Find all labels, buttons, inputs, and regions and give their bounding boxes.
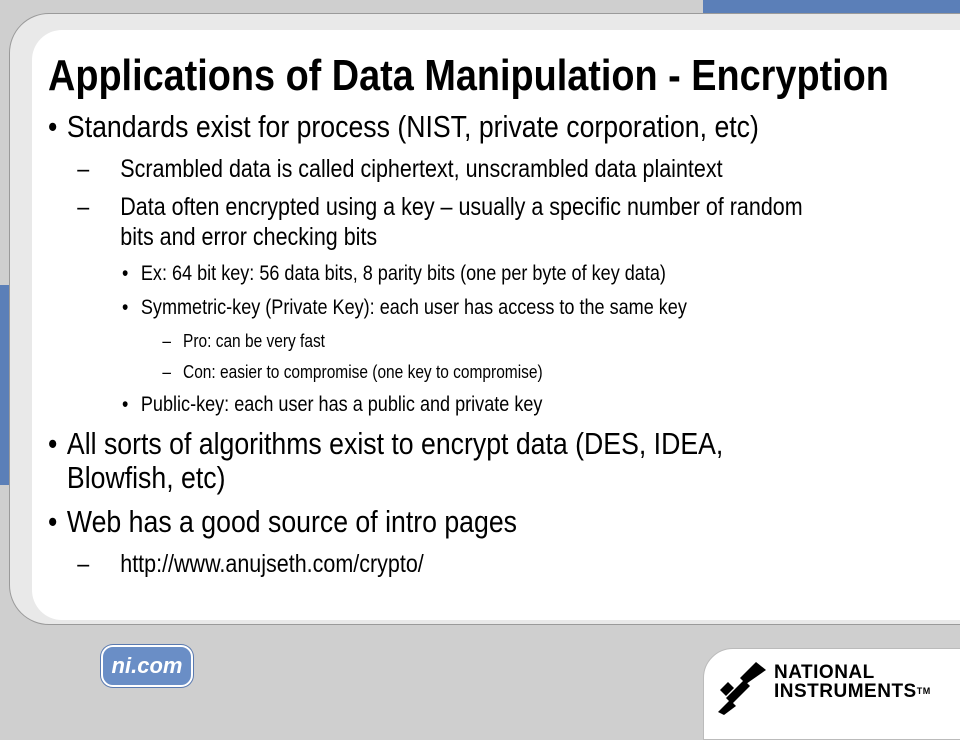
bullet-text: All sorts of algorithms exist to encrypt data (DES, IDEA, Blowfish, etc) bbox=[66, 426, 724, 495]
bullet-marker: – bbox=[162, 362, 171, 382]
bullet-text: Web has a good source of intro pages bbox=[66, 504, 517, 539]
bullet-list bbox=[48, 110, 826, 579]
bullet-marker: • bbox=[48, 426, 58, 461]
bullet-level-3 bbox=[122, 262, 826, 286]
company-logo-text bbox=[774, 663, 931, 701]
bullet-text: Scrambled data is called ciphertext, unscrambled data plaintext bbox=[120, 155, 723, 183]
national-instruments-logo-icon bbox=[716, 660, 768, 715]
bullet-level-2 bbox=[77, 192, 826, 252]
bullet-level-1 bbox=[48, 110, 826, 144]
bullet-marker: – bbox=[162, 331, 171, 351]
bullet-level-4 bbox=[162, 361, 826, 383]
nicom-badge[interactable]: ni.com bbox=[101, 645, 193, 687]
bullet-level-3 bbox=[122, 296, 826, 320]
bullet-level-1 bbox=[48, 427, 826, 495]
bullet-level-3 bbox=[122, 393, 826, 417]
logo-line-national: NATIONAL bbox=[774, 662, 875, 683]
slide-title: Applications of Data Manipulation - Encryption bbox=[48, 51, 889, 100]
bullet-text: Pro: can be very fast bbox=[183, 331, 325, 351]
bullet-marker: • bbox=[121, 393, 129, 416]
bullet-text: Con: easier to compromise (one key to compromise) bbox=[183, 362, 543, 382]
bullet-text: Standards exist for process (NIST, private corporation, etc) bbox=[66, 109, 759, 144]
bullet-marker: • bbox=[121, 296, 129, 319]
bullet-level-4 bbox=[162, 330, 826, 352]
bullet-marker: – bbox=[77, 155, 90, 183]
bullet-marker: – bbox=[77, 550, 90, 578]
bullet-text: Ex: 64 bit key: 56 data bits, 8 parity bits (one per byte of key data) bbox=[140, 262, 666, 285]
slide-content bbox=[48, 50, 889, 587]
bullet-text: Public-key: each user has a public and private key bbox=[140, 393, 543, 416]
bullet-text: Data often encrypted using a key – usually a specific number of random bits and error checking bits bbox=[120, 193, 803, 251]
bullet-text: Symmetric-key (Private Key): each user has access to the same key bbox=[140, 296, 687, 319]
trademark-mark: TM bbox=[916, 686, 931, 696]
bullet-marker: • bbox=[121, 262, 129, 285]
logo-line-instruments: INSTRUMENTS bbox=[774, 681, 917, 702]
bullet-level-1 bbox=[48, 505, 826, 539]
bullet-level-2 bbox=[77, 154, 826, 184]
bullet-text: http://www.anujseth.com/crypto/ bbox=[120, 550, 424, 578]
bullet-marker: • bbox=[48, 504, 58, 539]
bullet-marker: – bbox=[77, 193, 90, 221]
bullet-marker: • bbox=[48, 109, 58, 144]
bullet-level-2 bbox=[77, 549, 826, 579]
